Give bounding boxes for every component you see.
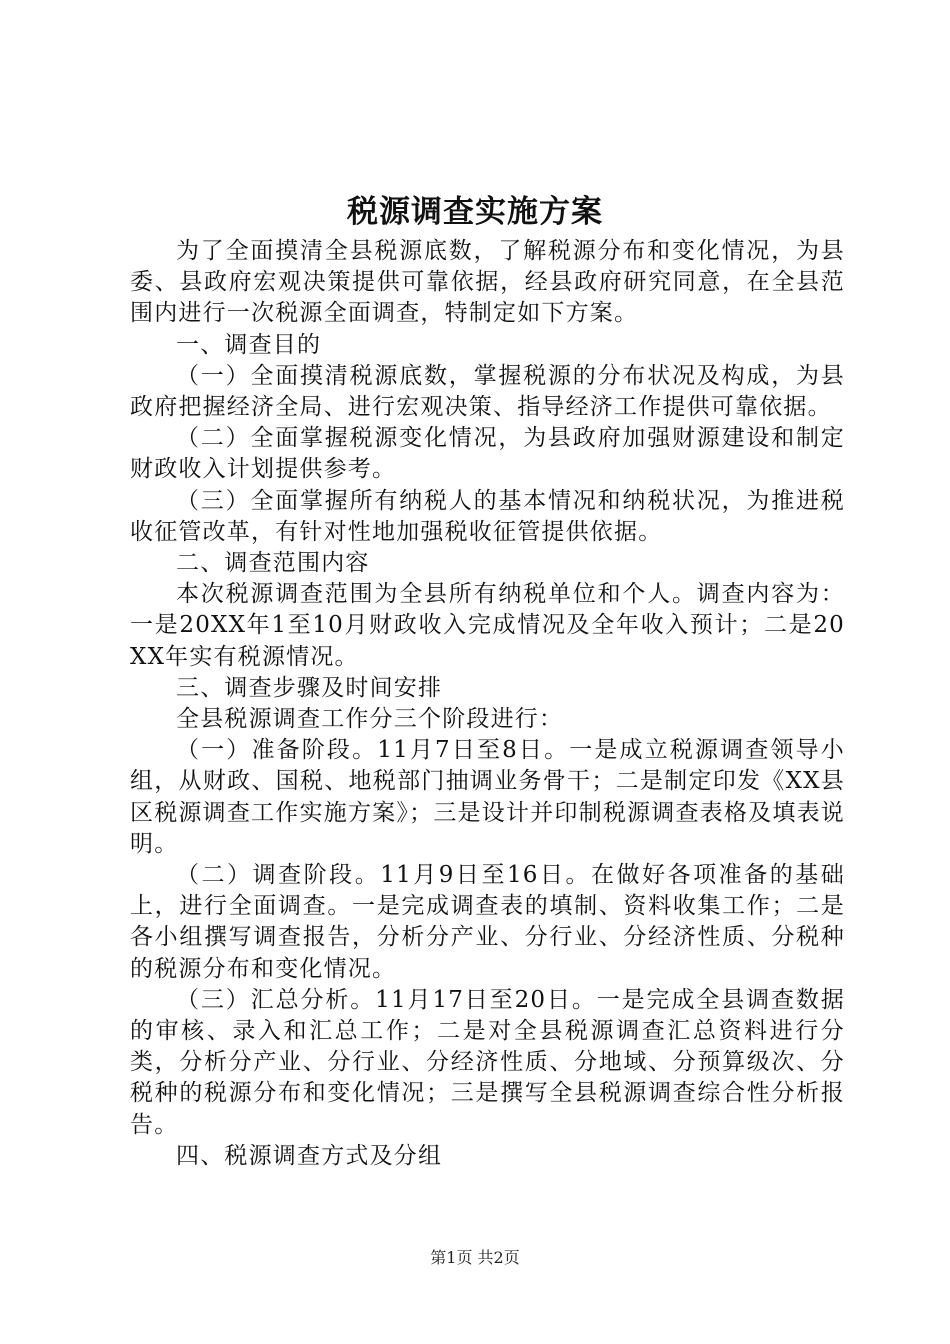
purpose-item-2: （二）全面掌握税源变化情况，为县政府加强财源建设和制定财政收入计划提供参考。: [130, 425, 845, 483]
page-number: 第1页 共2页: [430, 1248, 520, 1267]
section-heading-scope: 二、调查范围内容: [176, 550, 370, 577]
section-heading-method: 四、税源调查方式及分组: [176, 1142, 443, 1169]
scope-paragraph: 本次税源调查范围为全县所有纳税单位和个人。调查内容为：一是20XX年1至10月财政收入完成情况及全年收入预计；二是20XX年实有税源情况。: [130, 581, 845, 670]
purpose-item-1: （一）全面摸清税源底数，掌握税源的分布状况及构成，为县政府把握经济全局、进行宏观决策、指导经济工作提供可靠依据。: [130, 362, 845, 421]
purpose-item-3: （三）全面掌握所有纳税人的基本情况和纳税状况，为推进税收征管改革，有针对性地加强税收征管提供依据。: [130, 487, 845, 545]
schedule-stage-3: （三）汇总分析。11月17日至20日。一是完成全县调查数据的审核、录入和汇总工作；二是对全县税源调查汇总资料进行分类，分析分产业、分行业、分经济性质、分地域、分预算级次、分税种的税源分布和变化情况；三是撰写全县税源调查综合性分析报告。: [130, 986, 845, 1138]
document-body: [130, 236, 845, 1172]
section-heading-purpose: 一、调查目的: [176, 331, 322, 358]
intro-paragraph: 为了全面摸清全县税源底数，了解税源分布和变化情况，为县委、县政府宏观决策提供可靠依据，经县政府研究同意，在全县范围内进行一次税源全面调查，特制定如下方案。: [130, 238, 845, 327]
schedule-stage-2: （二）调查阶段。11月9日至16日。在做好各项准备的基础上，进行全面调查。一是完成调查表的填制、资料收集工作；二是各小组撰写调查报告，分析分产业、分行业、分经济性质、分税种的税源分布和变化情况。: [130, 862, 845, 982]
schedule-stage-1: （一）准备阶段。11月7日至8日。一是成立税源调查领导小组，从财政、国税、地税部门抽调业务骨干；二是制定印发《XX县区税源调查工作实施方案》；三是设计并印制税源调查表格及填表说明。: [130, 737, 845, 857]
schedule-intro: 全县税源调查工作分三个阶段进行：: [176, 706, 564, 733]
section-heading-schedule: 三、调查步骤及时间安排: [176, 674, 443, 701]
document-title: 税源调查实施方案: [347, 194, 603, 230]
